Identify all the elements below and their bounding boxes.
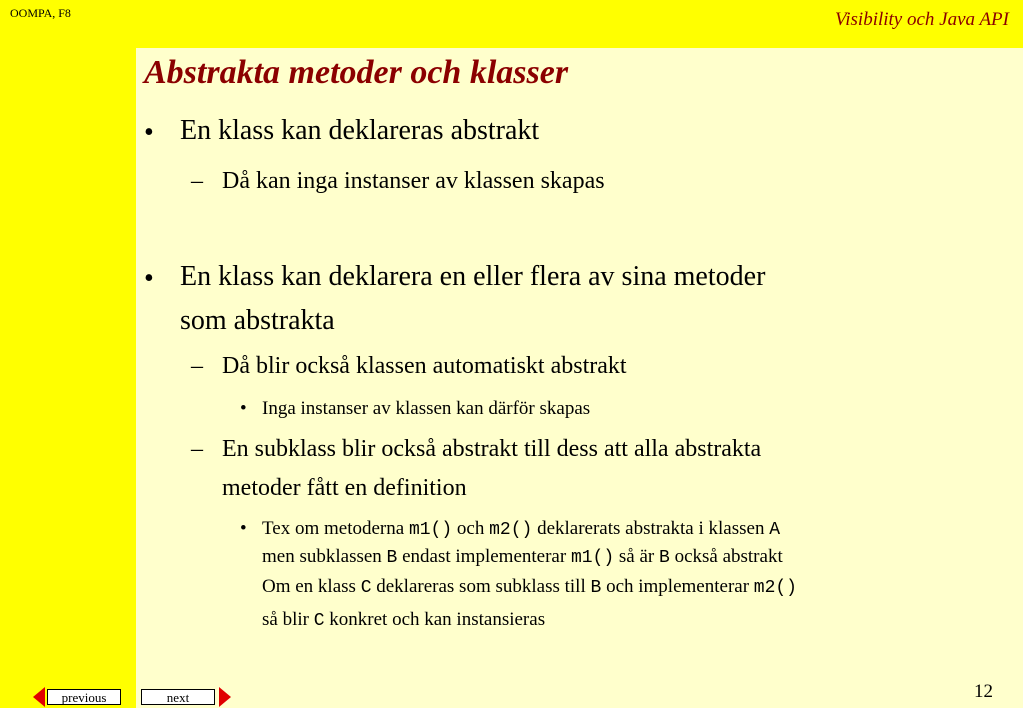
bullet-marker: •: [144, 263, 154, 294]
lecture-title: Visibility och Java API: [835, 9, 1009, 30]
left-sidebar: [0, 48, 136, 708]
example-text: Tex om metoderna: [262, 518, 405, 539]
bullet-2-sub-2-line-2: metoder fått en definition: [222, 475, 467, 501]
page-number: 12: [974, 681, 993, 702]
dash-marker: –: [191, 353, 203, 379]
code-class-b: B: [386, 548, 398, 568]
bullet-2-sub-2-line-1: En subklass blir också abstrakt till dess att alla abstrakta: [222, 436, 762, 462]
code-class-b: B: [590, 578, 602, 598]
dash-marker: –: [191, 168, 203, 194]
example-text: men subklassen: [262, 546, 382, 567]
previous-arrow-icon[interactable]: [33, 687, 45, 707]
bullet-2-line-2: som abstrakta: [180, 305, 335, 336]
code-m2: m2(): [753, 578, 797, 598]
previous-button[interactable]: previous: [47, 689, 121, 705]
course-label: OOMPA, F8: [10, 6, 71, 20]
example-line-1: [262, 518, 780, 540]
bullet-1: En klass kan deklareras abstrakt: [180, 115, 540, 146]
dash-marker: –: [191, 436, 203, 462]
example-line-4: [262, 609, 545, 631]
slide-title: Abstrakta metoder och klasser: [144, 54, 569, 91]
bullet-1-sub-1: Då kan inga instanser av klassen skapas: [222, 168, 605, 194]
example-text: Om en klass: [262, 576, 356, 597]
example-text: och: [456, 518, 485, 539]
code-class-c: C: [360, 578, 372, 598]
example-text: så är: [618, 546, 655, 567]
code-class-c: C: [313, 611, 325, 631]
example-text: deklareras som subklass till: [376, 576, 586, 597]
bullet-marker: •: [240, 518, 247, 539]
bullet-2-sub-1-item: Inga instanser av klassen kan därför skapas: [262, 398, 591, 419]
bullet-2-line-1: En klass kan deklarera en eller flera av sina metoder: [180, 261, 766, 292]
bullet-2-sub-1: Då blir också klassen automatiskt abstrakt: [222, 353, 627, 379]
bullet-marker: •: [240, 398, 247, 419]
example-text: konkret och kan instansieras: [329, 609, 546, 630]
example-line-3: [262, 576, 797, 598]
next-button[interactable]: next: [141, 689, 215, 705]
example-line-2: [262, 546, 783, 568]
example-text: deklarerats abstrakta i klassen: [537, 518, 765, 539]
example-text: också abstrakt: [674, 546, 783, 567]
code-m1: m1(): [570, 548, 615, 568]
code-class-a: A: [769, 520, 781, 540]
example-text: och implementerar: [606, 576, 750, 597]
bullet-marker: •: [144, 117, 154, 148]
code-class-b: B: [659, 548, 670, 568]
code-m2: m2(): [489, 520, 533, 540]
next-arrow-icon[interactable]: [219, 687, 231, 707]
example-text: så blir: [262, 609, 309, 630]
code-m1: m1(): [408, 520, 453, 540]
example-text: endast implementerar: [402, 546, 567, 567]
